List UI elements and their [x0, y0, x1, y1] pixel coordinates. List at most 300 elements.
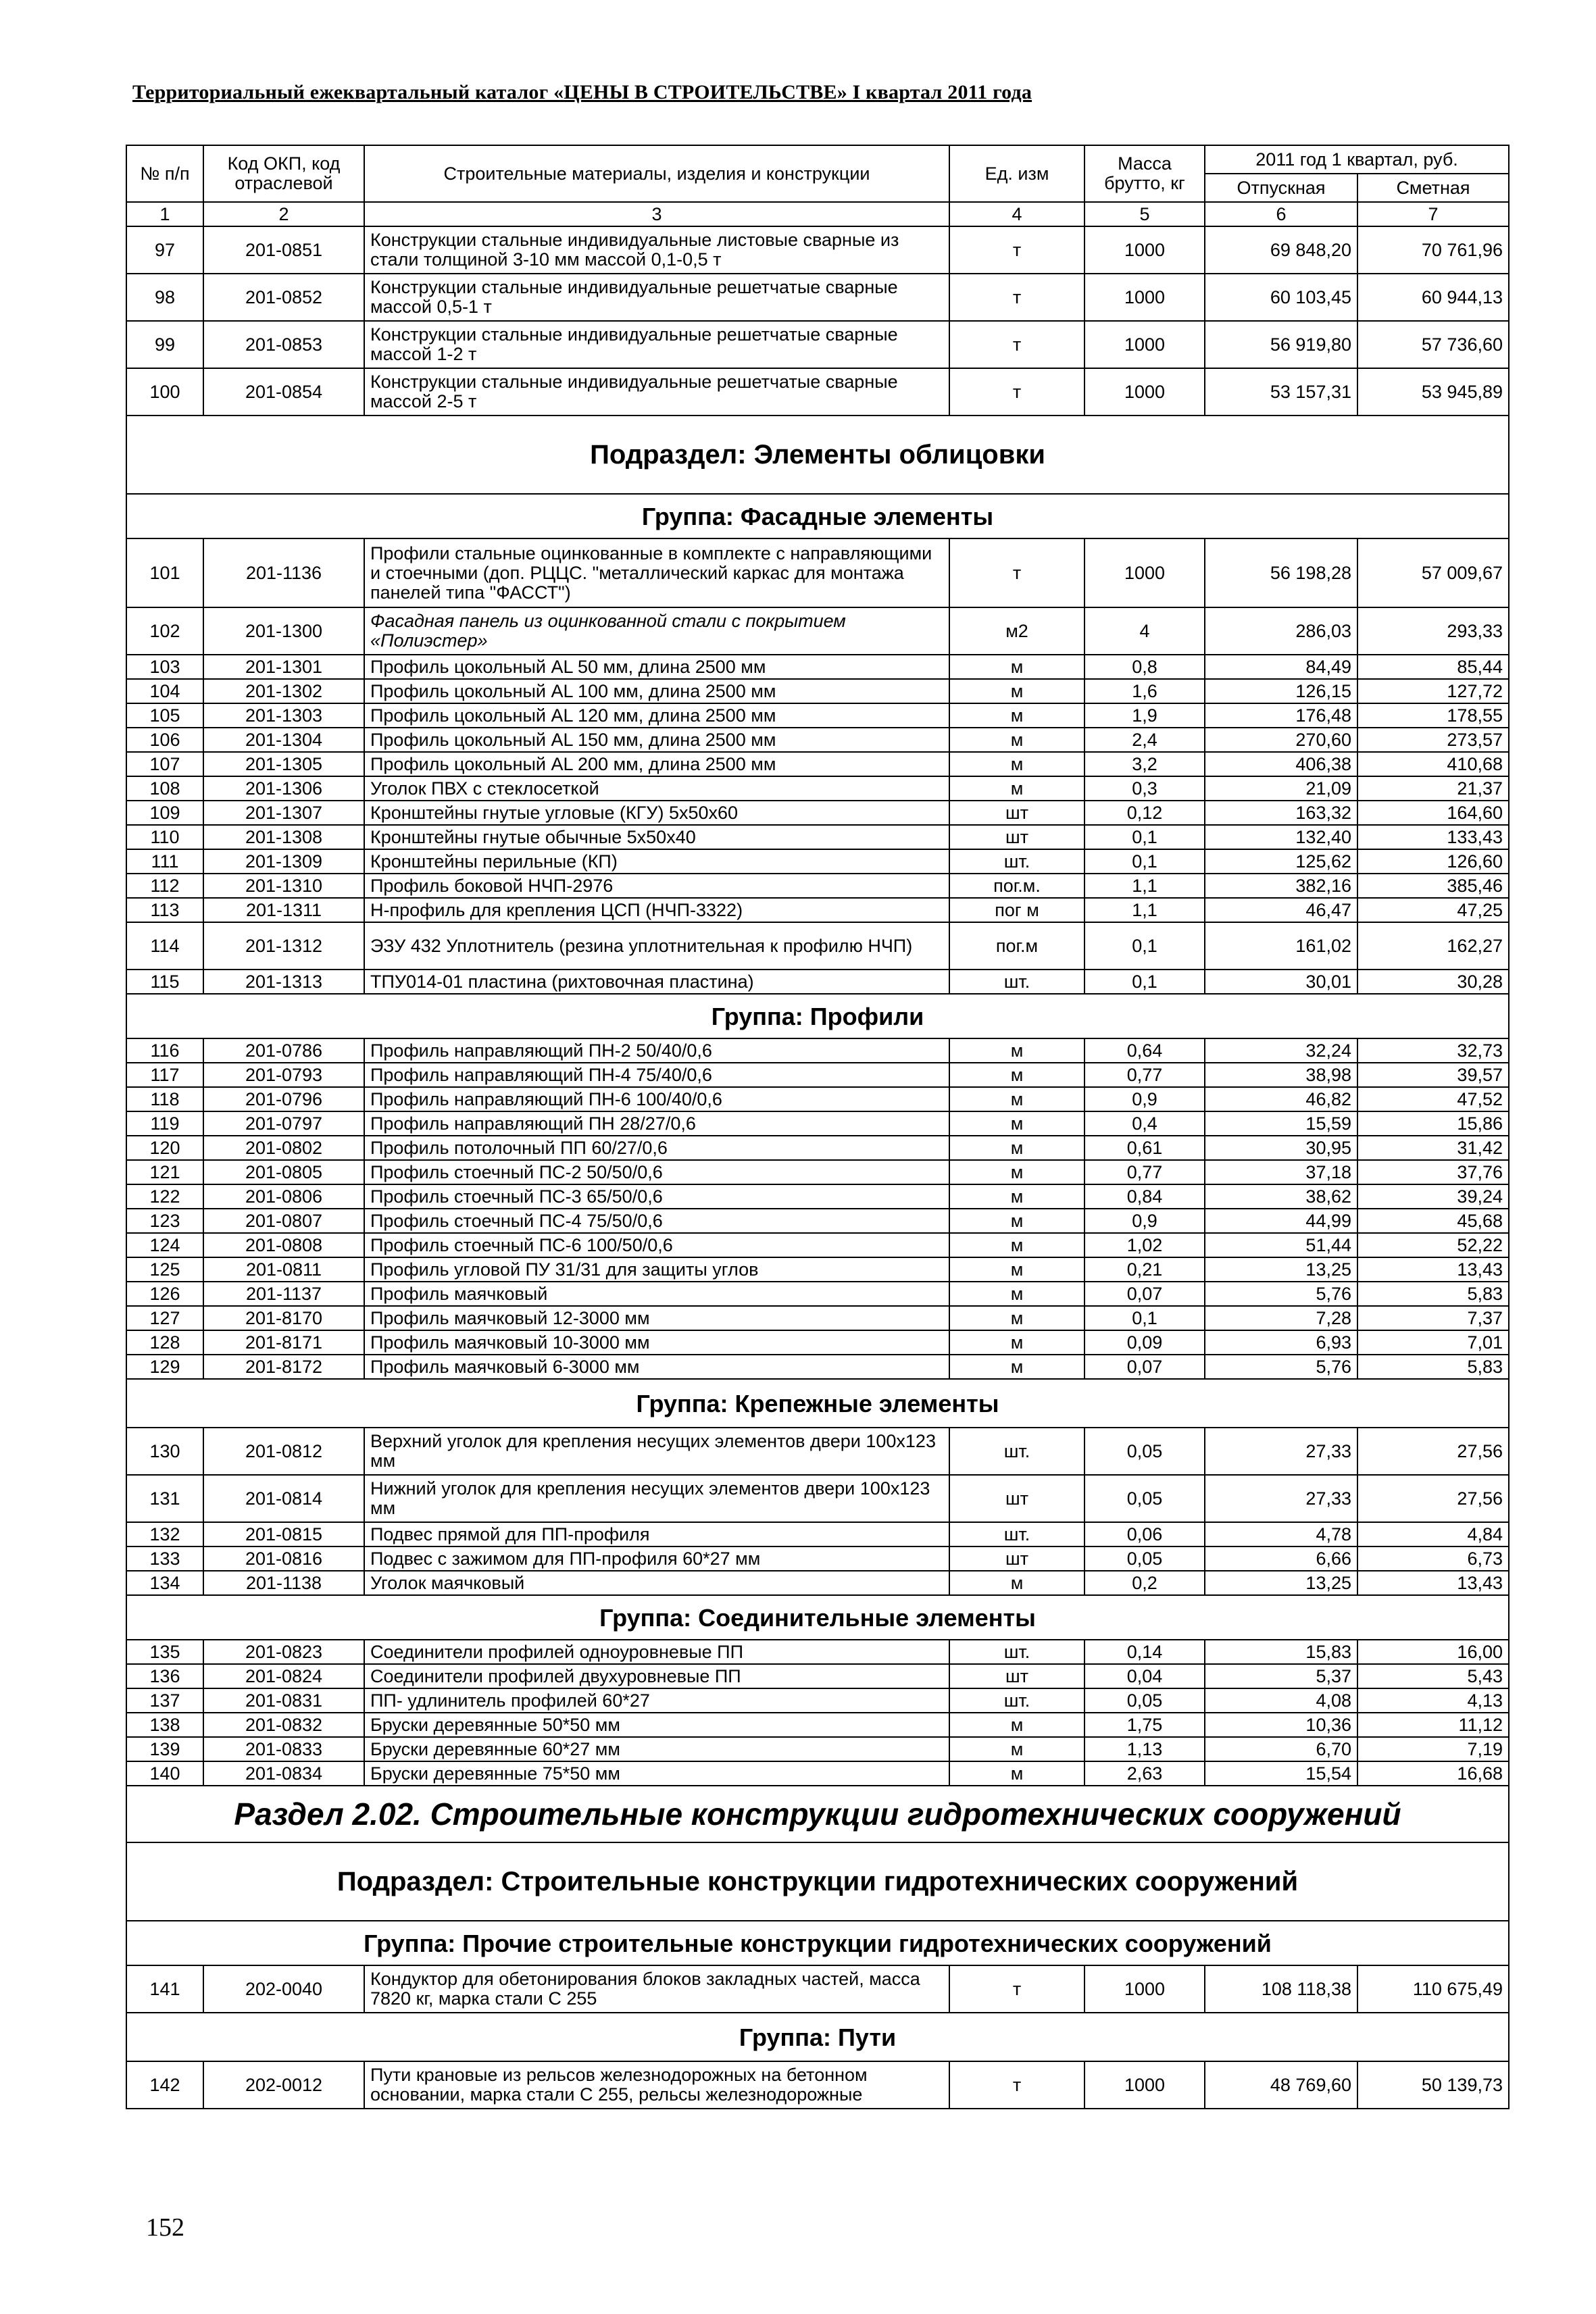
row-name: Профиль угловой ПУ 31/31 для защиты углов: [364, 1257, 949, 1282]
table-row: [126, 825, 1509, 849]
row-unit: м: [949, 1111, 1084, 1136]
row-release-price: 30,95: [1205, 1136, 1357, 1160]
row-code: 201-0824: [203, 1664, 364, 1688]
row-number: 119: [126, 1111, 203, 1136]
table-row: [126, 1640, 1509, 1664]
row-code: 201-0805: [203, 1160, 364, 1184]
group-heading-row: [126, 1921, 1509, 1965]
row-mass: 0,21: [1084, 1257, 1205, 1282]
row-name: Профиль стоечный ПС-2 50/50/0,6: [364, 1160, 949, 1184]
row-mass: 1000: [1084, 538, 1205, 607]
section-heading-row: [126, 1786, 1509, 1842]
row-number: 142: [126, 2061, 203, 2109]
row-code: 202-0040: [203, 1965, 364, 2013]
row-name: Профиль направляющий ПН-6 100/40/0,6: [364, 1087, 949, 1111]
row-unit: м: [949, 703, 1084, 728]
row-number: 111: [126, 849, 203, 874]
row-name: Профиль маячковый 12-3000 мм: [364, 1306, 949, 1330]
row-estimate-price: 52,22: [1357, 1233, 1509, 1257]
group-heading-row: [126, 1379, 1509, 1428]
row-estimate-price: 50 139,73: [1357, 2061, 1509, 2109]
table-row: [126, 898, 1509, 922]
row-mass: 0,1: [1084, 970, 1205, 994]
row-unit: м: [949, 1761, 1084, 1786]
row-name: Верхний уголок для крепления несущих элементов двери 100х123 мм: [364, 1428, 949, 1475]
row-name: Конструкции стальные индивидуальные решетчатые сварные массой 2-5 т: [364, 368, 949, 416]
group-heading: Группа: Профили: [126, 994, 1509, 1038]
row-release-price: 4,78: [1205, 1522, 1357, 1546]
row-number: 109: [126, 801, 203, 825]
row-unit: шт.: [949, 849, 1084, 874]
table-row: [126, 1306, 1509, 1330]
row-release-price: 27,33: [1205, 1428, 1357, 1475]
row-release-price: 163,32: [1205, 801, 1357, 825]
row-mass: 0,61: [1084, 1136, 1205, 1160]
row-unit: пог м: [949, 898, 1084, 922]
table-row: [126, 1087, 1509, 1111]
table-row: [126, 1355, 1509, 1379]
row-number: 126: [126, 1282, 203, 1306]
row-code: 201-0831: [203, 1688, 364, 1713]
row-name: Профиль потолочный ПП 60/27/0,6: [364, 1136, 949, 1160]
row-mass: 1,13: [1084, 1737, 1205, 1761]
table-row: [126, 321, 1509, 368]
table-row: [126, 2061, 1509, 2109]
table-row: [126, 1475, 1509, 1522]
row-release-price: 84,49: [1205, 655, 1357, 679]
row-name: Подвес прямой для ПП-профиля: [364, 1522, 949, 1546]
row-unit: м2: [949, 607, 1084, 655]
row-number: 136: [126, 1664, 203, 1688]
row-estimate-price: 164,60: [1357, 801, 1509, 825]
row-estimate-price: 162,27: [1357, 922, 1509, 970]
col-number: 3: [364, 202, 949, 226]
row-estimate-price: 133,43: [1357, 825, 1509, 849]
row-code: 201-0796: [203, 1087, 364, 1111]
row-number: 116: [126, 1038, 203, 1063]
row-code: 201-1138: [203, 1571, 364, 1595]
row-estimate-price: 4,13: [1357, 1688, 1509, 1713]
row-code: 201-0812: [203, 1428, 364, 1475]
row-estimate-price: 126,60: [1357, 849, 1509, 874]
row-number: 130: [126, 1428, 203, 1475]
row-mass: 0,1: [1084, 922, 1205, 970]
row-code: 201-0802: [203, 1136, 364, 1160]
row-mass: 0,14: [1084, 1640, 1205, 1664]
table-row: [126, 1063, 1509, 1087]
row-number: 121: [126, 1160, 203, 1184]
row-name: Бруски деревянные 60*27 мм: [364, 1737, 949, 1761]
row-release-price: 6,70: [1205, 1737, 1357, 1761]
row-mass: 1,02: [1084, 1233, 1205, 1257]
row-unit: м: [949, 1209, 1084, 1233]
row-name: Кронштейны перильные (КП): [364, 849, 949, 874]
col-header-unit: Ед. изм: [949, 145, 1084, 202]
row-code: 201-0786: [203, 1038, 364, 1063]
section-heading: Раздел 2.02. Строительные конструкции гидротехнических сооружений: [126, 1786, 1509, 1842]
row-mass: 0,9: [1084, 1209, 1205, 1233]
group-heading: Группа: Соединительные элементы: [126, 1595, 1509, 1640]
row-unit: т: [949, 2061, 1084, 2109]
row-number: 141: [126, 1965, 203, 2013]
row-code: 201-1310: [203, 874, 364, 898]
row-estimate-price: 47,52: [1357, 1087, 1509, 1111]
row-number: 115: [126, 970, 203, 994]
row-unit: м: [949, 1282, 1084, 1306]
row-unit: шт: [949, 1475, 1084, 1522]
row-code: 201-0793: [203, 1063, 364, 1087]
row-name: ТПУ014-01 пластина (рихтовочная пластина): [364, 970, 949, 994]
col-header-release: Отпускная: [1205, 174, 1357, 202]
row-release-price: 48 769,60: [1205, 2061, 1357, 2109]
row-estimate-price: 7,01: [1357, 1330, 1509, 1355]
subsection-heading: Подраздел: Элементы облицовки: [126, 416, 1509, 494]
row-code: 201-1311: [203, 898, 364, 922]
row-number: 132: [126, 1522, 203, 1546]
row-mass: 0,2: [1084, 1571, 1205, 1595]
header-row: [126, 145, 1509, 174]
row-name: Профиль маячковый: [364, 1282, 949, 1306]
col-header-code: Код ОКП, код отраслевой: [203, 145, 364, 202]
row-estimate-price: 47,25: [1357, 898, 1509, 922]
subsection-heading: Подраздел: Строительные конструкции гидротехнических сооружений: [126, 1842, 1509, 1921]
table-row: [126, 607, 1509, 655]
row-number: 128: [126, 1330, 203, 1355]
row-number: 97: [126, 226, 203, 274]
row-mass: 0,84: [1084, 1184, 1205, 1209]
row-name: Профиль маячковый 10-3000 мм: [364, 1330, 949, 1355]
table-row: [126, 970, 1509, 994]
row-code: 201-1306: [203, 776, 364, 801]
row-mass: 0,1: [1084, 1306, 1205, 1330]
row-code: 201-0815: [203, 1522, 364, 1546]
table-row: [126, 1038, 1509, 1063]
row-release-price: 13,25: [1205, 1571, 1357, 1595]
row-release-price: 270,60: [1205, 728, 1357, 752]
row-name: Конструкции стальные индивидуальные листовые сварные из стали толщиной 3-10 мм массой 0,1-0,5 т: [364, 226, 949, 274]
row-mass: 0,3: [1084, 776, 1205, 801]
row-name: Профиль цокольный AL 200 мм, длина 2500 мм: [364, 752, 949, 776]
row-mass: 0,77: [1084, 1063, 1205, 1087]
row-estimate-price: 39,57: [1357, 1063, 1509, 1087]
table-row: [126, 1737, 1509, 1761]
row-unit: шт.: [949, 1640, 1084, 1664]
row-name: Кронштейны гнутые угловые (КГУ) 5х50х60: [364, 801, 949, 825]
row-unit: м: [949, 655, 1084, 679]
row-release-price: 32,24: [1205, 1038, 1357, 1063]
row-release-price: 286,03: [1205, 607, 1357, 655]
row-mass: 1000: [1084, 226, 1205, 274]
row-number: 118: [126, 1087, 203, 1111]
row-release-price: 27,33: [1205, 1475, 1357, 1522]
row-estimate-price: 4,84: [1357, 1522, 1509, 1546]
row-release-price: 56 919,80: [1205, 321, 1357, 368]
row-estimate-price: 273,57: [1357, 728, 1509, 752]
row-name: Профиль цокольный AL 150 мм, длина 2500 мм: [364, 728, 949, 752]
row-name: Профиль направляющий ПН 28/27/0,6: [364, 1111, 949, 1136]
row-release-price: 5,76: [1205, 1282, 1357, 1306]
row-estimate-price: 21,37: [1357, 776, 1509, 801]
row-mass: 0,05: [1084, 1428, 1205, 1475]
row-number: 122: [126, 1184, 203, 1209]
row-name: Соединители профилей одноуровневые ПП: [364, 1640, 949, 1664]
table-row: [126, 1136, 1509, 1160]
row-unit: шт.: [949, 970, 1084, 994]
row-release-price: 51,44: [1205, 1233, 1357, 1257]
row-unit: м: [949, 1306, 1084, 1330]
group-heading: Группа: Пути: [126, 2013, 1509, 2061]
row-name: Конструкции стальные индивидуальные решетчатые сварные массой 0,5-1 т: [364, 274, 949, 321]
row-unit: шт.: [949, 1522, 1084, 1546]
row-code: 201-1308: [203, 825, 364, 849]
row-release-price: 53 157,31: [1205, 368, 1357, 416]
row-unit: пог.м: [949, 922, 1084, 970]
row-number: 123: [126, 1209, 203, 1233]
row-release-price: 15,54: [1205, 1761, 1357, 1786]
table-row: [126, 1184, 1509, 1209]
row-unit: т: [949, 368, 1084, 416]
row-number: 131: [126, 1475, 203, 1522]
row-unit: м: [949, 1713, 1084, 1737]
row-mass: 0,09: [1084, 1330, 1205, 1355]
row-number: 103: [126, 655, 203, 679]
table-row: [126, 1546, 1509, 1571]
row-name: Профиль направляющий ПН-4 75/40/0,6: [364, 1063, 949, 1087]
row-unit: м: [949, 1233, 1084, 1257]
row-release-price: 5,76: [1205, 1355, 1357, 1379]
row-release-price: 69 848,20: [1205, 226, 1357, 274]
subsection-heading-row: [126, 416, 1509, 494]
row-estimate-price: 11,12: [1357, 1713, 1509, 1737]
row-release-price: 60 103,45: [1205, 274, 1357, 321]
row-number: 140: [126, 1761, 203, 1786]
row-number: 100: [126, 368, 203, 416]
col-number: 4: [949, 202, 1084, 226]
row-code: 201-0811: [203, 1257, 364, 1282]
row-code: 201-1137: [203, 1282, 364, 1306]
table-row: [126, 776, 1509, 801]
row-name: Профиль цокольный AL 50 мм, длина 2500 мм: [364, 655, 949, 679]
row-name: Конструкции стальные индивидуальные решетчатые сварные массой 1-2 т: [364, 321, 949, 368]
row-code: 201-0797: [203, 1111, 364, 1136]
row-number: 101: [126, 538, 203, 607]
row-name: Н-профиль для крепления ЦСП (НЧП-3322): [364, 898, 949, 922]
table-row: [126, 538, 1509, 607]
row-release-price: 6,66: [1205, 1546, 1357, 1571]
row-estimate-price: 5,43: [1357, 1664, 1509, 1688]
table-row: [126, 1209, 1509, 1233]
group-heading: Группа: Фасадные элементы: [126, 494, 1509, 538]
price-table: [126, 145, 1510, 2109]
row-number: 135: [126, 1640, 203, 1664]
row-unit: шт: [949, 801, 1084, 825]
row-name: ПП- удлинитель профилей 60*27: [364, 1688, 949, 1713]
table-row: [126, 1965, 1509, 2013]
row-code: 201-1303: [203, 703, 364, 728]
group-heading-row: [126, 1595, 1509, 1640]
row-mass: 0,06: [1084, 1522, 1205, 1546]
col-number: 2: [203, 202, 364, 226]
row-estimate-price: 31,42: [1357, 1136, 1509, 1160]
page-header: Территориальный ежеквартальный каталог «ЦЕНЫ В СТРОИТЕЛЬСТВЕ» I квартал 2011 года: [132, 81, 1032, 103]
row-number: 106: [126, 728, 203, 752]
row-unit: м: [949, 728, 1084, 752]
col-number: 1: [126, 202, 203, 226]
row-code: 201-8170: [203, 1306, 364, 1330]
row-mass: 1,9: [1084, 703, 1205, 728]
row-code: 201-0808: [203, 1233, 364, 1257]
col-number: 7: [1357, 202, 1509, 226]
row-release-price: 108 118,38: [1205, 1965, 1357, 2013]
table-row: [126, 874, 1509, 898]
row-mass: 1000: [1084, 321, 1205, 368]
table-row: [126, 728, 1509, 752]
row-mass: 0,12: [1084, 801, 1205, 825]
table-row: [126, 703, 1509, 728]
table-row: [126, 1111, 1509, 1136]
row-code: 201-0823: [203, 1640, 364, 1664]
row-estimate-price: 57 009,67: [1357, 538, 1509, 607]
table-row: [126, 1330, 1509, 1355]
row-code: 201-0816: [203, 1546, 364, 1571]
row-mass: 1,1: [1084, 874, 1205, 898]
row-name: ЭЗУ 432 Уплотнитель (резина уплотнительная к профилю НЧП): [364, 922, 949, 970]
col-header-mass: Масса брутто, кг: [1084, 145, 1205, 202]
row-estimate-price: 53 945,89: [1357, 368, 1509, 416]
row-code: 201-1305: [203, 752, 364, 776]
row-code: 201-0854: [203, 368, 364, 416]
row-release-price: 382,16: [1205, 874, 1357, 898]
row-name: Профиль стоечный ПС-6 100/50/0,6: [364, 1233, 949, 1257]
row-mass: 0,8: [1084, 655, 1205, 679]
row-mass: 0,05: [1084, 1546, 1205, 1571]
row-code: 201-0851: [203, 226, 364, 274]
row-name: Профиль стоечный ПС-4 75/50/0,6: [364, 1209, 949, 1233]
row-release-price: 46,82: [1205, 1087, 1357, 1111]
row-mass: 1,75: [1084, 1713, 1205, 1737]
row-code: 201-0833: [203, 1737, 364, 1761]
row-unit: т: [949, 538, 1084, 607]
row-unit: т: [949, 321, 1084, 368]
row-unit: м: [949, 1330, 1084, 1355]
row-number: 114: [126, 922, 203, 970]
table-row: [126, 1713, 1509, 1737]
row-unit: т: [949, 274, 1084, 321]
row-release-price: 10,36: [1205, 1713, 1357, 1737]
row-unit: м: [949, 1087, 1084, 1111]
row-release-price: 406,38: [1205, 752, 1357, 776]
row-estimate-price: 7,19: [1357, 1737, 1509, 1761]
row-estimate-price: 178,55: [1357, 703, 1509, 728]
row-estimate-price: 32,73: [1357, 1038, 1509, 1063]
row-unit: м: [949, 1257, 1084, 1282]
row-mass: 1000: [1084, 2061, 1205, 2109]
table-row: [126, 226, 1509, 274]
group-heading-row: [126, 994, 1509, 1038]
table-row: [126, 1428, 1509, 1475]
row-mass: 1,1: [1084, 898, 1205, 922]
row-release-price: 4,08: [1205, 1688, 1357, 1713]
row-unit: пог.м.: [949, 874, 1084, 898]
row-code: 201-1302: [203, 679, 364, 703]
row-release-price: 176,48: [1205, 703, 1357, 728]
row-number: 139: [126, 1737, 203, 1761]
row-number: 138: [126, 1713, 203, 1737]
row-estimate-price: 60 944,13: [1357, 274, 1509, 321]
row-release-price: 132,40: [1205, 825, 1357, 849]
row-mass: 4: [1084, 607, 1205, 655]
row-estimate-price: 13,43: [1357, 1257, 1509, 1282]
row-estimate-price: 385,46: [1357, 874, 1509, 898]
table-row: [126, 752, 1509, 776]
row-estimate-price: 39,24: [1357, 1184, 1509, 1209]
row-mass: 3,2: [1084, 752, 1205, 776]
row-mass: 0,05: [1084, 1688, 1205, 1713]
table-row: [126, 922, 1509, 970]
row-estimate-price: 7,37: [1357, 1306, 1509, 1330]
row-release-price: 38,98: [1205, 1063, 1357, 1087]
row-code: 201-8172: [203, 1355, 364, 1379]
row-name: Подвес с зажимом для ПП-профиля 60*27 мм: [364, 1546, 949, 1571]
page-number: 152: [146, 2213, 184, 2242]
col-header-estimate: Сметная: [1357, 174, 1509, 202]
row-unit: м: [949, 1355, 1084, 1379]
row-estimate-price: 57 736,60: [1357, 321, 1509, 368]
table-row: [126, 655, 1509, 679]
row-unit: м: [949, 1038, 1084, 1063]
table-row: [126, 1761, 1509, 1786]
row-release-price: 56 198,28: [1205, 538, 1357, 607]
row-mass: 0,07: [1084, 1282, 1205, 1306]
group-heading-row: [126, 494, 1509, 538]
row-name: Профиль маячковый 6-3000 мм: [364, 1355, 949, 1379]
row-code: 201-1304: [203, 728, 364, 752]
row-mass: 2,4: [1084, 728, 1205, 752]
row-estimate-price: 37,76: [1357, 1160, 1509, 1184]
row-release-price: 15,59: [1205, 1111, 1357, 1136]
group-heading: Группа: Прочие строительные конструкции гидротехнических сооружений: [126, 1921, 1509, 1965]
row-name: Профиль цокольный AL 100 мм, длина 2500 мм: [364, 679, 949, 703]
row-number: 124: [126, 1233, 203, 1257]
row-release-price: 13,25: [1205, 1257, 1357, 1282]
row-number: 108: [126, 776, 203, 801]
row-name: Бруски деревянные 75*50 мм: [364, 1761, 949, 1786]
row-mass: 1000: [1084, 274, 1205, 321]
row-unit: шт: [949, 1546, 1084, 1571]
row-estimate-price: 5,83: [1357, 1355, 1509, 1379]
row-unit: т: [949, 226, 1084, 274]
row-number: 137: [126, 1688, 203, 1713]
row-release-price: 161,02: [1205, 922, 1357, 970]
row-estimate-price: 45,68: [1357, 1209, 1509, 1233]
row-name: Профиль стоечный ПС-3 65/50/0,6: [364, 1184, 949, 1209]
row-code: 201-1136: [203, 538, 364, 607]
row-release-price: 46,47: [1205, 898, 1357, 922]
row-release-price: 30,01: [1205, 970, 1357, 994]
row-code: 201-1309: [203, 849, 364, 874]
row-unit: м: [949, 776, 1084, 801]
row-estimate-price: 6,73: [1357, 1546, 1509, 1571]
row-mass: 0,64: [1084, 1038, 1205, 1063]
row-unit: шт.: [949, 1688, 1084, 1713]
col-number: 6: [1205, 202, 1357, 226]
row-estimate-price: 27,56: [1357, 1428, 1509, 1475]
row-number: 105: [126, 703, 203, 728]
table-row: [126, 1282, 1509, 1306]
row-estimate-price: 85,44: [1357, 655, 1509, 679]
row-estimate-price: 15,86: [1357, 1111, 1509, 1136]
row-estimate-price: 16,68: [1357, 1761, 1509, 1786]
